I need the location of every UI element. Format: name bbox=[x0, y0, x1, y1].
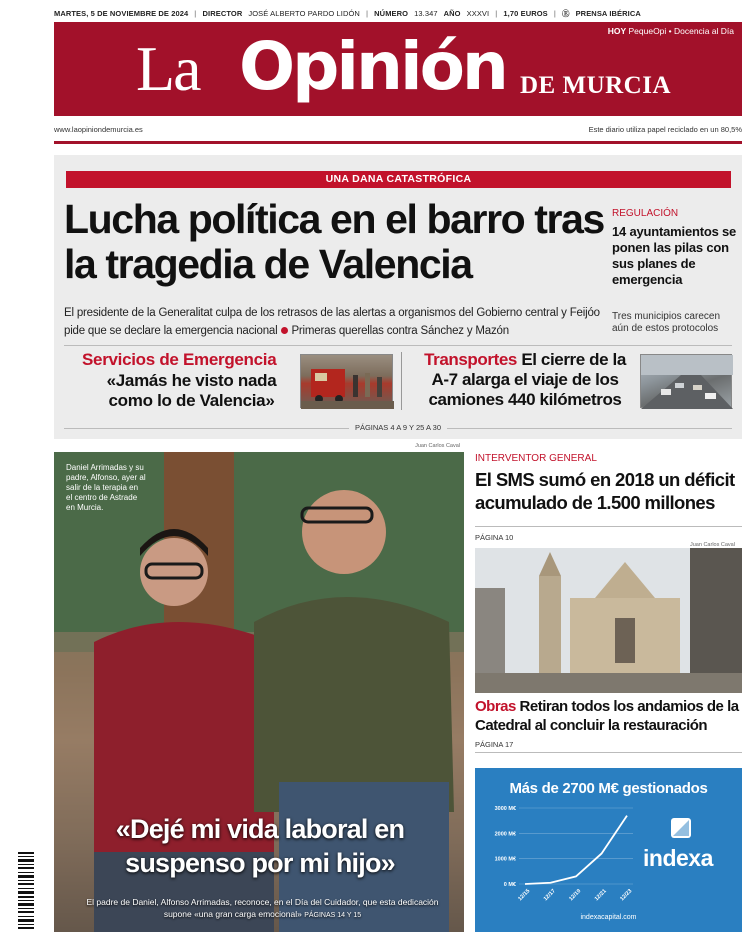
divider bbox=[475, 752, 742, 753]
ad-url[interactable]: indexacapital.com bbox=[580, 914, 637, 921]
logo-opinion: Opinión bbox=[239, 28, 506, 105]
group-name: PRENSA IBÉRICA bbox=[575, 8, 641, 18]
masthead[interactable] bbox=[54, 22, 742, 116]
indexa-advertisement[interactable] bbox=[475, 768, 742, 932]
chart-x-tick: 12/23 bbox=[619, 888, 634, 903]
lead-kicker: UNA DANA CATASTRÓFICA bbox=[66, 171, 731, 188]
issue-number-label: NÚMERO bbox=[374, 8, 409, 18]
interventor-headline[interactable]: El SMS sumó en 2018 un déficit acumulado de 1.500 millones bbox=[475, 469, 735, 513]
photo-caption: Daniel Arrimadas y su padre, Alfonso, ayer al salir de la terapia en el centro de Astrade en Murcia. bbox=[66, 463, 146, 512]
chart-x-tick: 12/17 bbox=[542, 888, 557, 903]
chart-x-tick: 12/21 bbox=[593, 888, 608, 903]
today-label: HOY bbox=[607, 26, 627, 36]
masthead-rule bbox=[54, 141, 742, 144]
lead-dek-second: Primeras querellas contra Sánchez y Mazón bbox=[291, 325, 509, 337]
issue-number: 13.347 bbox=[414, 8, 438, 18]
masthead-today[interactable] bbox=[608, 26, 734, 36]
cathedral-photo-credit: Juan Carlos Caval bbox=[690, 542, 735, 548]
bullet-dot-icon bbox=[281, 327, 288, 334]
highway-photo bbox=[640, 354, 732, 408]
lead-headline[interactable]: Lucha política en el barro tras la tragedia de Valencia bbox=[64, 196, 604, 287]
recycled-paper-note: Este diario utiliza papel reciclado en un 80,5% bbox=[588, 125, 742, 134]
chart-x-tick: 12/15 bbox=[517, 888, 532, 903]
edition-info-bar: MARTES, 5 DE NOVIEMBRE DE 2024 | DIRECTOR JOSÉ ALBERTO PARDO LIDÓN | NÚMERO 13.347 AÑO XXXVI | 1,70 EUROS | Ⓔ PRENSA IBÉRICA bbox=[54, 8, 641, 18]
director-label: DIRECTOR bbox=[202, 8, 243, 18]
barcode-icon bbox=[10, 850, 36, 932]
divider bbox=[475, 526, 742, 527]
logo-de-murcia: DE MURCIA bbox=[520, 72, 672, 99]
price: 1,70 EUROS bbox=[503, 8, 548, 18]
obras-headline: Retiran todos los andamios de la Catedral al concluir la restauración bbox=[475, 698, 739, 734]
lead-dek bbox=[64, 304, 604, 340]
cathedral-photo[interactable] bbox=[475, 548, 742, 693]
director-name: JOSÉ ALBERTO PARDO LIDÓN bbox=[248, 8, 360, 18]
divider bbox=[64, 345, 732, 346]
chart-y-tick: 3000 M€ bbox=[494, 806, 516, 812]
obras-page: PÁGINA 17 bbox=[475, 740, 514, 749]
year-label: AÑO bbox=[443, 8, 461, 18]
feature-pages: PÁGINAS 14 Y 15 bbox=[304, 912, 362, 919]
today-text: PequeOpi • Docencia al Día bbox=[628, 26, 734, 36]
chart-x-tick: 12/19 bbox=[568, 888, 583, 903]
side-headline[interactable]: 14 ayuntamientos se ponen las pilas con sus planes de emergencia bbox=[612, 224, 737, 287]
transport-kicker: Transportes bbox=[424, 350, 517, 369]
year-value: XXXVI bbox=[466, 8, 490, 18]
subline bbox=[54, 125, 742, 134]
chart-y-tick: 1000 M€ bbox=[494, 856, 516, 863]
emergency-kicker: Servicios de Emergencia bbox=[82, 350, 277, 369]
ad-logo: indexa bbox=[643, 845, 713, 871]
obras-kicker: Obras bbox=[475, 698, 516, 715]
chart-y-tick: 0 M€ bbox=[503, 882, 516, 888]
transport-headline: El cierre de la A-7 alarga el viaje de los camiones 440 kilómetros bbox=[428, 350, 626, 409]
firefighters-photo bbox=[300, 354, 393, 408]
feature-text-body: El padre de Daniel, Alfonso Arrimadas, reconoce, en el Día del Cuidador, que esta dedicación supone «una gran carga emocional» bbox=[86, 897, 439, 919]
lead-pages bbox=[64, 423, 732, 432]
chart-series-line bbox=[525, 816, 627, 884]
lead-pages-label: PÁGINAS 4 A 9 Y 25 A 30 bbox=[349, 423, 447, 432]
feature-text bbox=[80, 896, 445, 922]
interventor-page: PÁGINA 10 bbox=[475, 533, 514, 542]
interventor-kicker: INTERVENTOR GENERAL bbox=[475, 453, 597, 464]
group-icon: Ⓔ bbox=[561, 8, 570, 18]
photo-credit: Juan Carlos Caval bbox=[415, 443, 460, 449]
side-kicker: REGULACIÓN bbox=[612, 208, 679, 219]
divider bbox=[401, 352, 402, 410]
website-link[interactable]: www.laopiniondemurcia.es bbox=[54, 125, 143, 134]
obras-story[interactable] bbox=[475, 697, 742, 735]
edition-date: MARTES, 5 DE NOVIEMBRE DE 2024 bbox=[54, 8, 189, 18]
ad-chart bbox=[483, 802, 643, 908]
ad-title: Más de 2700 M€ gestionados bbox=[509, 780, 708, 797]
feature-quote[interactable]: «Dejé mi vida laboral en suspenso por mi hijo» bbox=[115, 814, 405, 878]
emergency-headline[interactable]: «Jamás he visto nada como lo de Valencia» bbox=[106, 371, 277, 410]
lead-dek-main: El presidente de la Generalitat culpa de los retrasos de las alertas a organismos del Gobierno central y Feijóo pide que se declare la emergencia nacional bbox=[64, 307, 600, 337]
chart-y-tick: 2000 M€ bbox=[494, 831, 516, 838]
transport-story[interactable] bbox=[415, 350, 635, 410]
side-subhead: Tres municipios carecen aún de estos protocolos bbox=[612, 311, 721, 334]
logo-la: La bbox=[136, 33, 200, 104]
indexa-logo-icon bbox=[671, 818, 691, 838]
